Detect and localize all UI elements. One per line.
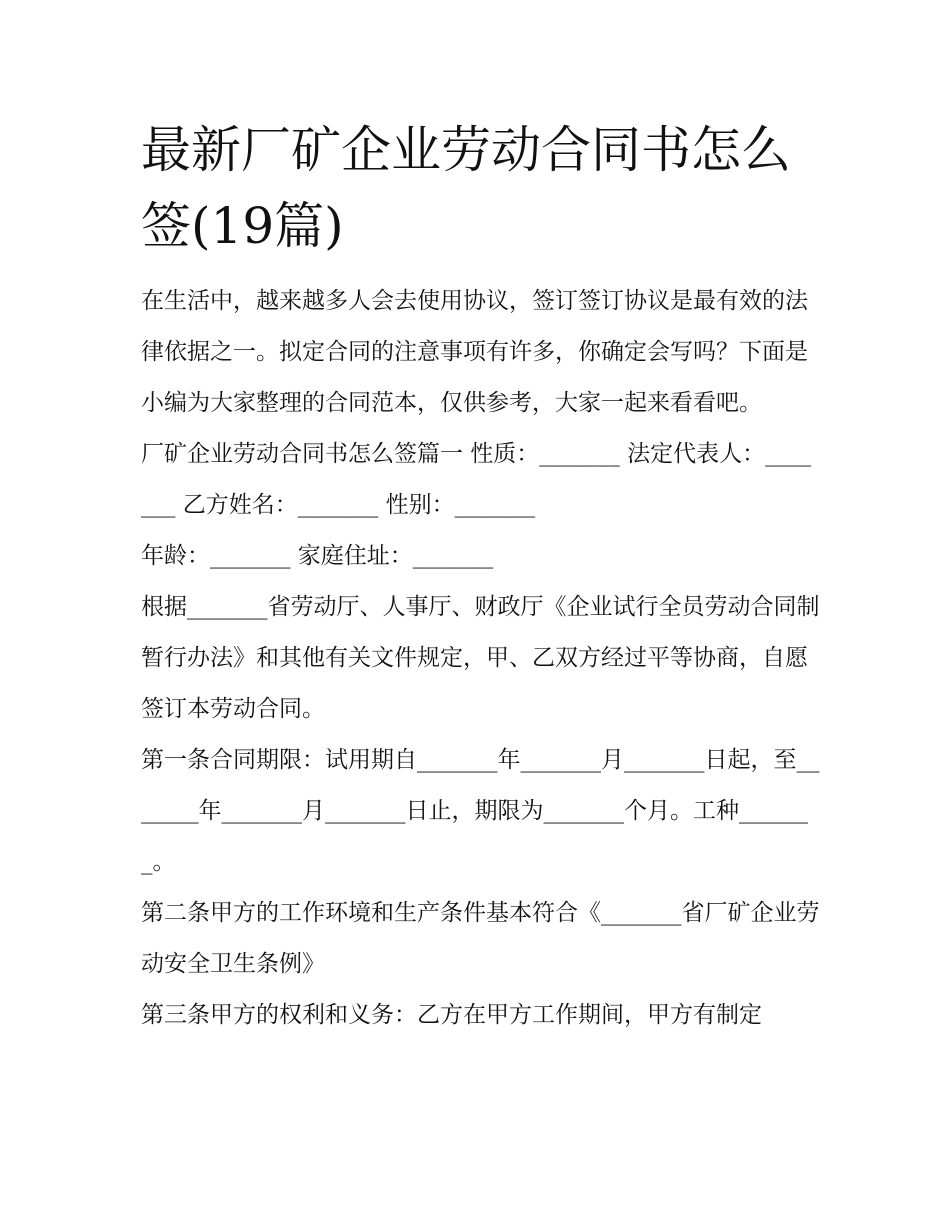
article-3-paragraph: 第三条甲方的权利和义务：乙方在甲方工作期间，甲方有制定 <box>141 1002 762 1028</box>
intro-paragraph: 在生活中，越来越多人会去使用协议，签订签订协议是最有效的法律依据之一。拟定合同的注意事项有许多，你确定会写吗？下面是小编为大家整理的合同范本，仅供参考，大家一起来看看吧。 <box>141 288 808 416</box>
document-body <box>141 276 821 1041</box>
document-title: 最新厂矿企业劳动合同书怎么签(19篇) <box>141 121 791 255</box>
article-2-paragraph: 第二条甲方的工作环境和生产条件基本符合《_______省厂矿企业劳动安全卫生条例》 <box>141 900 820 977</box>
article-1-paragraph: 第一条合同期限：试用期自_______年_______月_______日起，至_______年_______月_______日止，期限为_______个月。工种_______。 <box>141 747 820 875</box>
basis-paragraph: 根据_______省劳动厅、人事厅、财政厅《企业试行全员劳动合同制暂行办法》和其他有关文件规定，甲、乙双方经过平等协商，自愿签订本劳动合同。 <box>141 594 820 722</box>
age-address-paragraph: 年龄：_______ 家庭住址：_______ <box>141 543 494 569</box>
party-info-paragraph: 厂矿企业劳动合同书怎么签篇一 性质：_______ 法定代表人：_______ 乙方姓名：_______ 性别：_______ <box>141 441 812 518</box>
